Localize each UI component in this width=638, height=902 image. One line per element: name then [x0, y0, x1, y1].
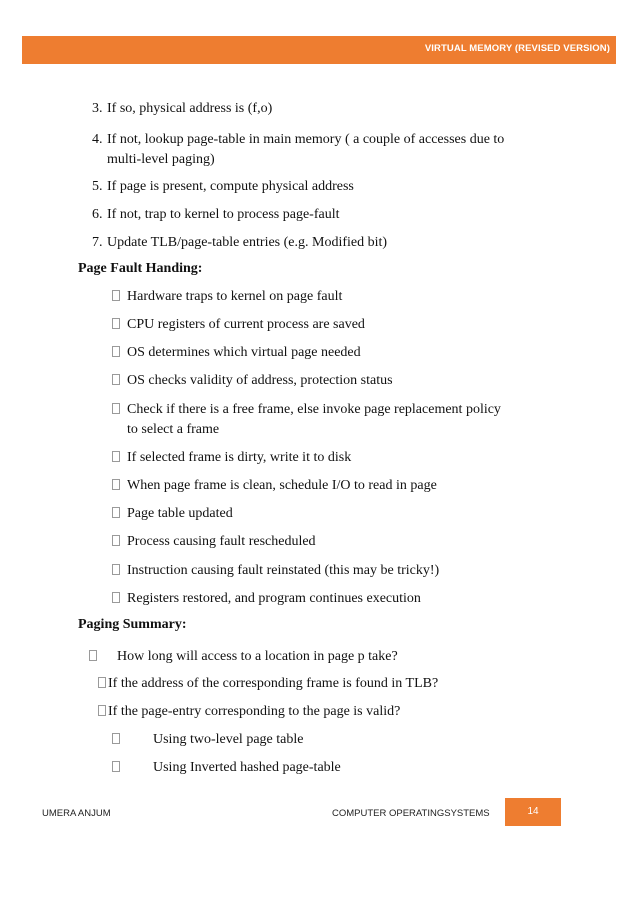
- step-text: If page is present, compute physical address: [107, 179, 354, 194]
- bullet-box-icon: [98, 677, 106, 688]
- bullet-box-icon: [112, 592, 120, 603]
- list-item-text: If the page-entry corresponding to the page is valid?: [108, 704, 401, 719]
- list-item-text: If the address of the corresponding frame is found in TLB?: [108, 676, 439, 691]
- list-item: [112, 287, 342, 306]
- bullet-box-icon: [112, 564, 120, 575]
- list-item: [89, 647, 398, 666]
- bullet-box-icon: [112, 733, 120, 744]
- footer-author: UMERA ANJUM: [42, 808, 111, 819]
- list-item: [112, 371, 393, 390]
- bullet-box-icon: [112, 346, 120, 357]
- step-5: [92, 177, 354, 196]
- list-item-text: Using two-level page table: [153, 732, 304, 747]
- list-item: [112, 504, 233, 523]
- list-item-text: How long will access to a location in page p take?: [117, 649, 398, 664]
- bullet-box-icon: [112, 479, 120, 490]
- bullet-box-icon: [98, 705, 106, 716]
- bullet-box-icon: [112, 451, 120, 462]
- list-item-text: Hardware traps to kernel on page fault: [127, 289, 343, 304]
- step-3: [92, 99, 272, 118]
- step-number: 5.: [92, 179, 103, 194]
- list-item-text: OS determines which virtual page needed: [127, 345, 361, 360]
- list-item-text: Registers restored, and program continues execution: [127, 591, 421, 606]
- step-number: 4.: [92, 132, 103, 147]
- header-title: VIRTUAL MEMORY (REVISED VERSION): [424, 43, 610, 54]
- paging-summary-heading: Paging Summary:: [78, 617, 187, 632]
- list-item: [112, 448, 351, 467]
- step-number: 7.: [92, 235, 103, 250]
- page-number-box: [505, 798, 561, 826]
- step-number: 6.: [92, 207, 103, 222]
- step-number: 3.: [92, 101, 103, 116]
- step-text: Update TLB/page-table entries (e.g. Modified bit): [107, 235, 388, 250]
- list-item-text: Page table updated: [127, 506, 233, 521]
- list-item: [112, 343, 361, 362]
- page-number: 14: [527, 806, 539, 817]
- list-item: [112, 400, 501, 419]
- list-item-text: Instruction causing fault reinstated (this may be tricky!): [127, 563, 440, 578]
- list-item-text: OS checks validity of address, protection status: [127, 373, 393, 388]
- step-7: [92, 233, 387, 252]
- list-item: [98, 674, 438, 693]
- bullet-box-icon: [112, 290, 120, 301]
- list-item: [112, 561, 439, 580]
- list-item-text: CPU registers of current process are saved: [127, 317, 365, 332]
- list-item: [112, 758, 341, 777]
- bullet-box-icon: [112, 374, 120, 385]
- list-item-text: Using Inverted hashed page-table: [153, 760, 341, 775]
- step-4-continued: [107, 150, 215, 169]
- list-item: [112, 730, 303, 749]
- list-item: [112, 315, 365, 334]
- step-text-continued: multi-level paging): [107, 152, 215, 167]
- header-bar: [22, 36, 616, 64]
- list-item: [112, 532, 316, 551]
- bullet-box-icon: [112, 318, 120, 329]
- bullet-box-icon: [112, 507, 120, 518]
- step-text: If not, lookup page-table in main memory ( a couple of accesses due to: [107, 132, 505, 147]
- bullet-box-icon: [112, 761, 120, 772]
- list-item: [98, 702, 400, 721]
- page-fault-heading: Page Fault Handing:: [78, 261, 203, 276]
- bullet-box-icon: [112, 403, 120, 414]
- list-item-text: Check if there is a free frame, else invoke page replacement policy: [127, 402, 501, 417]
- list-item-text: Process causing fault rescheduled: [127, 534, 316, 549]
- step-text: If not, trap to kernel to process page-fault: [107, 207, 340, 222]
- list-item: [112, 589, 421, 608]
- list-item: [112, 476, 437, 495]
- list-item-continued: to select a frame: [127, 422, 220, 437]
- bullet-box-icon: [112, 535, 120, 546]
- step-4: [92, 130, 504, 149]
- list-item-text: If selected frame is dirty, write it to disk: [127, 450, 352, 465]
- step-6: [92, 205, 339, 224]
- step-text: If so, physical address is (f,o): [107, 101, 273, 116]
- list-item-text: When page frame is clean, schedule I/O to read in page: [127, 478, 437, 493]
- footer-course: COMPUTER OPERATINGSYSTEMS: [332, 808, 490, 819]
- bullet-box-icon: [89, 650, 97, 661]
